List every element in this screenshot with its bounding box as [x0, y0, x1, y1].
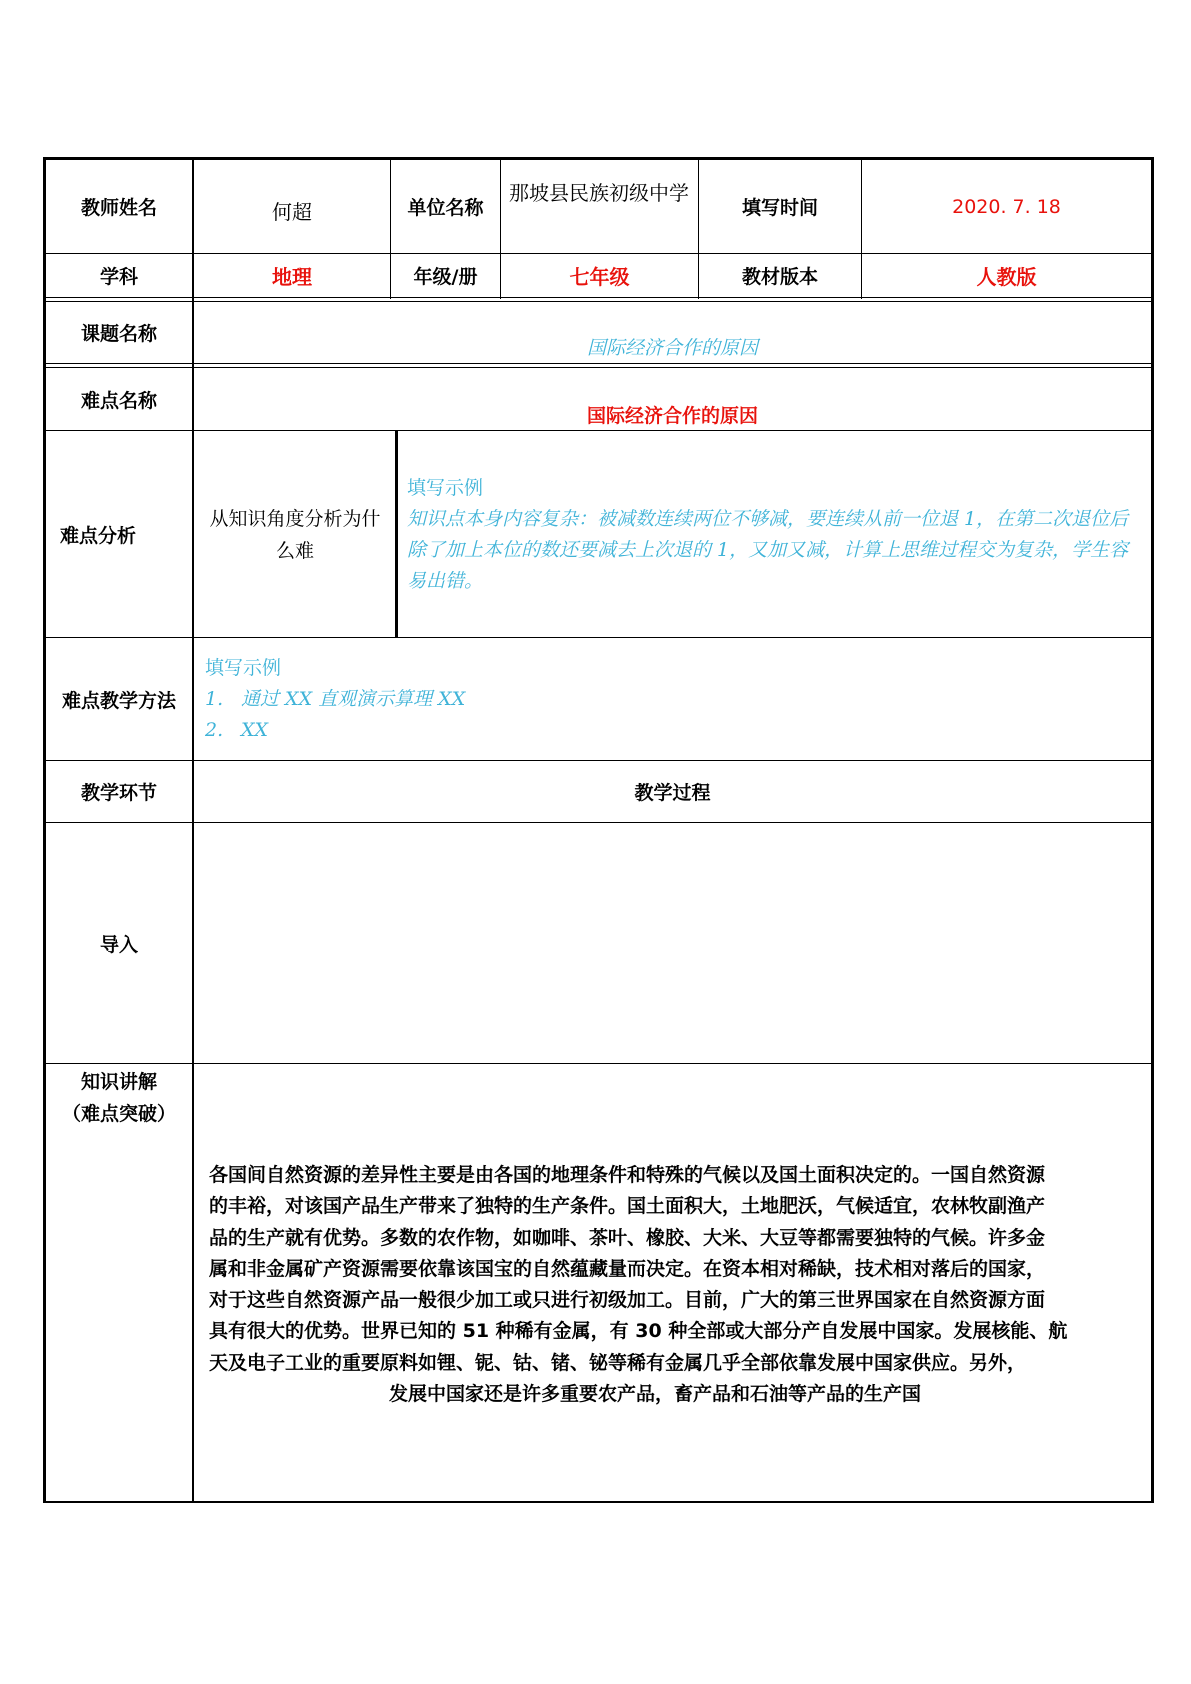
topic-value: 国际经济合作的原因 — [586, 337, 758, 359]
table-border-bottom — [44, 1501, 1154, 1503]
row-line-8 — [44, 1063, 1154, 1064]
topic-label: 课题名称 — [80, 323, 157, 345]
analysis-example — [407, 473, 1147, 597]
row-line-3a — [44, 363, 1154, 364]
knowledge-label: 知识讲解 （难点突破） — [61, 1071, 176, 1125]
subject-label: 学科 — [99, 266, 138, 288]
teaching-stage-label: 教学环节 — [80, 782, 157, 804]
subject-value: 地理 — [272, 265, 312, 289]
analysis-example-text: 知识点本身内容复杂：被减数连续两位不够减，要连续从前一位退 1，在第二次退位后除了加上本位的数还要减去上次退的 1，又加又减，计算上思维过程交为复杂，学生容易出错。 — [407, 508, 1129, 592]
method-example — [205, 653, 1105, 746]
unit-name-label: 单位名称 — [407, 197, 484, 219]
list-item: 1. 通过 XX 直观演示算理 XX — [205, 688, 466, 710]
method-example-title: 填写示例 — [205, 657, 282, 679]
analysis-label: 难点分析 — [59, 524, 136, 547]
method-label: 难点教学方法 — [61, 689, 176, 712]
grade-value: 七年级 — [569, 265, 630, 289]
edition-value: 人教版 — [976, 265, 1037, 289]
row-line-3b — [44, 367, 1154, 368]
table-border-right — [1151, 157, 1154, 1503]
list-item: 2. XX — [205, 719, 269, 741]
row-line-4 — [44, 430, 1154, 431]
fill-date-value: 2020. 7. 18 — [952, 195, 1061, 218]
grade-label: 年级/册 — [413, 266, 478, 288]
row-line-2a — [44, 297, 1154, 298]
edition-label: 教材版本 — [741, 266, 818, 288]
unit-name-value: 那坡县民族初级中学 — [509, 180, 689, 205]
analysis-sub-label: 从知识角度分析为什么难 — [209, 508, 381, 562]
teacher-name-value: 何超 — [272, 200, 312, 224]
intro-label: 导入 — [99, 933, 138, 956]
teaching-process-label: 教学过程 — [634, 782, 711, 804]
row-line-5 — [44, 637, 1154, 638]
teacher-name-label: 教师姓名 — [80, 197, 157, 219]
analysis-divider — [395, 430, 398, 637]
fill-date-label: 填写时间 — [741, 197, 818, 219]
analysis-example-title: 填写示例 — [407, 477, 484, 499]
difficulty-value: 国际经济合作的原因 — [586, 404, 758, 427]
difficulty-label: 难点名称 — [80, 389, 157, 412]
knowledge-paragraph: 各国间自然资源的差异性主要是由各国的地理条件和特殊的气候以及国土面积决定的。一国自然资源 的丰裕，对该国产品生产带来了独特的生产条件。国土面积大，土地肥沃，气候适宜，农林牧副渔产 品的生产就有优势。多数的农作物，如咖啡、茶叶、橡胶、大米、大豆等都需要独特的气候。许多金 属和非金属矿产资源需要依靠该国宝的自然蕴藏量而决定。在资本相对稀缺，技术相对落后的国家， 对于这些自然资源产品一般很少加工或只进行初级加工。目前，广大的第三世界国家在自然资源方面 具有很大的优势。世界已知的 51 种稀有金属，有 30 种全部或大部分产自发展中国家。发展核能、航 天及电子工业的重要原料如锂、铌、钴、锗、铋等稀有金属几乎全部依靠发展中国家供应。另外， 发展中国家还是许多重要农产品，畜产品和石油等产品的生产国 — [209, 1164, 1068, 1406]
method-list — [205, 684, 1105, 746]
intro-content — [194, 823, 1151, 1063]
row-line-2b — [44, 301, 1154, 302]
